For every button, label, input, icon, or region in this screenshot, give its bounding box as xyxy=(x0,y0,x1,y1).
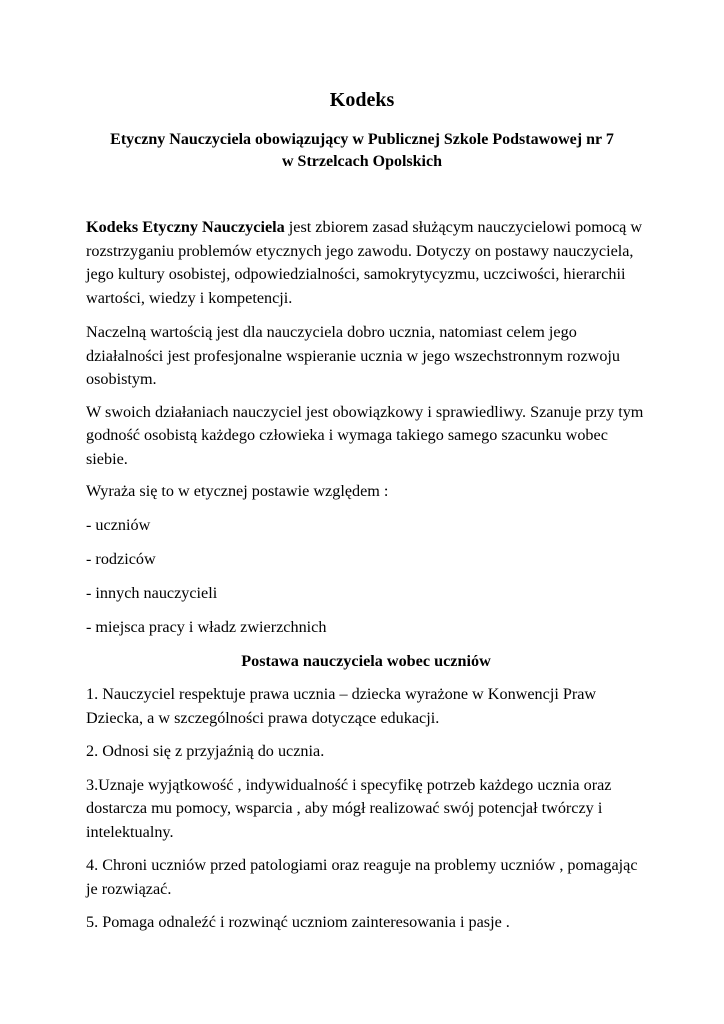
document-body xyxy=(86,216,646,945)
document-subtitle xyxy=(60,129,664,173)
paragraph-2: Naczelną wartością jest dla nauczyciela dobro ucznia, natomiast celem jego działalności jest profesjonalne wspieranie ucznia w jego wszechstronnym rozwoju osobistym. xyxy=(86,323,621,388)
subtitle-line-1: Etyczny Nauczyciela obowiązujący w Publicznej Szkole Podstawowej nr 7 xyxy=(110,131,614,148)
intro-bold-lead: Kodeks Etyczny Nauczyciela xyxy=(86,218,285,236)
numbered-item: 3.Uznaje wyjątkowość , indywidualność i specyfikę potrzeb każdego ucznia oraz dostarcza mu pomocy, wsparcia , aby mógł realizować swój potencjał twórczy i intelektualny. xyxy=(86,775,612,841)
list-item: - miejsca pracy i władz zwierzchnich xyxy=(86,617,327,636)
numbered-item: 4. Chroni uczniów przed patologiami oraz reaguje na problemy uczniów , pomagając je rozwiązać. xyxy=(86,856,638,898)
paragraph-3: W swoich działaniach nauczyciel jest obowiązkowy i sprawiedliwy. Szanuje przy tym godność osobistą każdego człowieka i wymaga takiego samego szacunku wobec siebie. xyxy=(86,402,644,468)
subtitle-line-2: w Strzelcach Opolskich xyxy=(282,153,442,170)
numbered-item: 5. Pomaga odnaleźć i rozwinąć uczniom zainteresowania i pasje . xyxy=(86,913,510,931)
list-item: - uczniów xyxy=(86,515,151,534)
section-heading: Postawa nauczyciela wobec uczniów xyxy=(241,651,491,670)
numbered-item: 2. Odnosi się z przyjaźnią do ucznia. xyxy=(86,742,325,760)
intro-paragraph xyxy=(86,216,646,310)
document-title: Kodeks xyxy=(329,89,395,111)
numbered-item: 1. Nauczyciel respektuje prawa ucznia – dziecka wyrażone w Konwencji Praw Dziecka, a w szczególności prawa dotyczące edukacji. xyxy=(86,685,597,727)
intro-text: jest zbiorem zasad służącym nauczycielowi pomocą w rozstrzyganiu problemów etycznych jego zawodu. Dotyczy on postawy nauczyciela, jego kultury osobistej, odpowiedzialności, samokrytycyzmu, uczciwości, hierarchii wartości, wiedzy i kompetencji. xyxy=(86,218,643,307)
list-item: - innych nauczycieli xyxy=(86,583,218,602)
paragraph-4: Wyraża się to w etycznej postawie względem : xyxy=(86,482,389,500)
list-item: - rodziców xyxy=(86,549,156,568)
